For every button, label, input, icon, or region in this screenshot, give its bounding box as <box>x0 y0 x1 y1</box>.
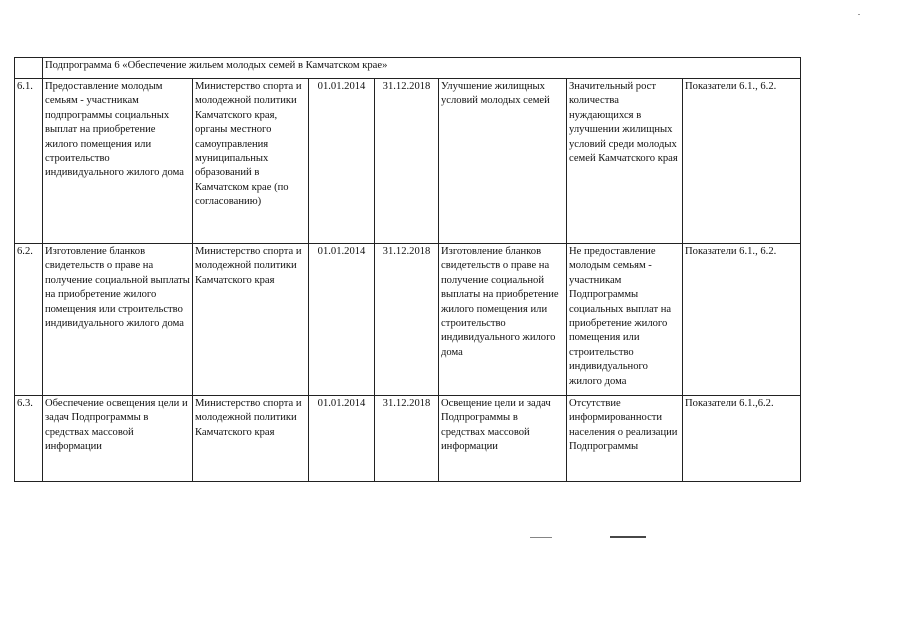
end-date: 31.12.2018 <box>375 244 439 396</box>
expected-result: Улучшение жилищных условий молодых семей <box>439 79 567 244</box>
related-indicators: Показатели 6.1.,6.2. <box>683 396 801 482</box>
subprogram-header-row <box>15 58 801 79</box>
responsible-executor: Министерство спорта и молодежной политики Камчатского края <box>193 396 309 482</box>
row-number: 6.2. <box>15 244 43 396</box>
scan-mark <box>610 536 646 538</box>
table-row <box>15 79 801 244</box>
related-indicators: Показатели 6.1., 6.2. <box>683 244 801 396</box>
responsible-executor: Министерство спорта и молодежной политики Камчатского края <box>193 244 309 396</box>
measures-table <box>14 57 801 482</box>
start-date: 01.01.2014 <box>309 79 375 244</box>
non-implementation-consequences: Отсутствие информированности населения о реализации Подпрограммы <box>567 396 683 482</box>
measure-name: Обеспечение освещения цели и задач Подпрограммы в средствах массовой информации <box>43 396 193 482</box>
end-date: 31.12.2018 <box>375 396 439 482</box>
start-date: 01.01.2014 <box>309 244 375 396</box>
row-number: 6.1. <box>15 79 43 244</box>
empty-num-cell <box>15 58 43 79</box>
end-date: 31.12.2018 <box>375 79 439 244</box>
measure-name: Предоставление молодым семьям - участникам подпрограммы социальных выплат на приобретение жилого помещения или строительство индивидуального жилого дома <box>43 79 193 244</box>
scan-mark <box>858 14 860 15</box>
responsible-executor: Министерство спорта и молодежной политики Камчатского края, органы местного самоуправления муниципальных образований в Камчатском крае (по согласованию) <box>193 79 309 244</box>
row-number: 6.3. <box>15 396 43 482</box>
non-implementation-consequences: Не предоставление молодым семьям - участникам Подпрограммы социальных выплат на приобретение жилого помещения или строительство индивидуального жилого дома <box>567 244 683 396</box>
start-date: 01.01.2014 <box>309 396 375 482</box>
table-row <box>15 244 801 396</box>
table-row <box>15 396 801 482</box>
subprogram-title: Подпрограмма 6 «Обеспечение жильем молодых семей в Камчатском крае» <box>43 58 801 79</box>
measure-name: Изготовление бланков свидетельств о праве на получение социальной выплаты на приобретение жилого помещения или строительство индивидуального жилого дома <box>43 244 193 396</box>
scan-mark <box>530 537 552 538</box>
non-implementation-consequences: Значительный рост количества нуждающихся в улучшении жилищных условий среди молодых семей Камчатского края <box>567 79 683 244</box>
expected-result: Освещение цели и задач Подпрограммы в средствах массовой информации <box>439 396 567 482</box>
expected-result: Изготовление бланков свидетельств о праве на получение социальной выплаты на приобретение жилого помещения или строительство индивидуального жилого дома <box>439 244 567 396</box>
related-indicators: Показатели 6.1., 6.2. <box>683 79 801 244</box>
